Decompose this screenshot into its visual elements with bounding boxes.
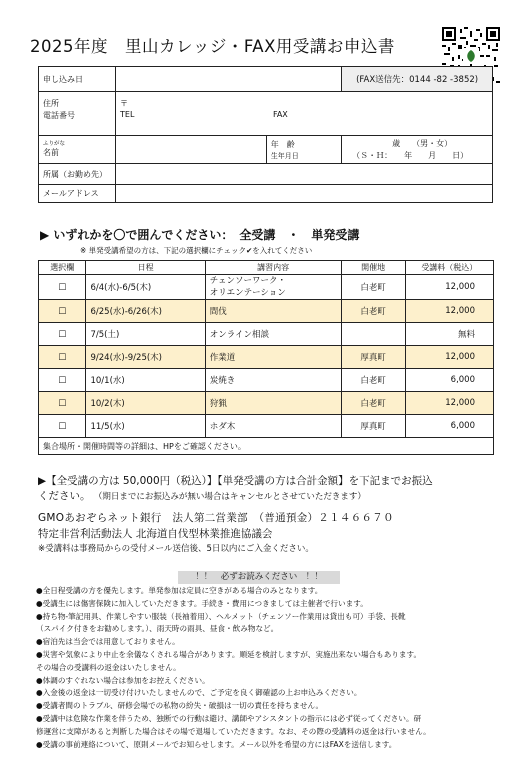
schedule-header-row bbox=[39, 261, 494, 275]
notice-item: ●受講者間のトラブル、研修会場での私物の紛失・破損は一切の責任を持ちません。 bbox=[36, 701, 324, 711]
table-row bbox=[39, 346, 494, 369]
select-checkbox[interactable]: □ bbox=[39, 392, 86, 415]
schedule-place: 白老町 bbox=[341, 300, 405, 323]
furigana-label: ふりがな bbox=[43, 141, 66, 147]
payment-line-2a: ください。 bbox=[38, 490, 91, 502]
age-label: 年 齢 bbox=[270, 139, 295, 149]
date-field[interactable] bbox=[116, 67, 342, 92]
schedule-place bbox=[341, 323, 405, 346]
header-content: 講習内容 bbox=[205, 261, 341, 275]
schedule-footer-row bbox=[39, 438, 494, 455]
table-row bbox=[39, 369, 494, 392]
schedule-footer-note: 集合場所・開催時間等の詳細は、HPをご確認ください。 bbox=[39, 438, 494, 455]
schedule-date: 10/2(木) bbox=[86, 392, 205, 415]
schedule-table bbox=[38, 260, 494, 455]
schedule-date: 9/24(水)-9/25(木) bbox=[86, 346, 205, 369]
application-form bbox=[38, 66, 493, 203]
table-row bbox=[39, 300, 494, 323]
tel-label: TEL bbox=[120, 110, 135, 119]
page-title: 2025年度 里山カレッジ・FAX用受講お申込書 bbox=[30, 37, 395, 56]
schedule-content: オンライン相談 bbox=[205, 323, 341, 346]
table-row bbox=[39, 392, 494, 415]
schedule-content: 炭焼き bbox=[205, 369, 341, 392]
email-field[interactable] bbox=[116, 185, 493, 203]
schedule-content: 作業道 bbox=[205, 346, 341, 369]
name-label-cell bbox=[39, 136, 116, 164]
table-row bbox=[39, 275, 494, 300]
payment-line-1: ▶【全受講の方は 50,000円（税込）】【単発受講の方は合計金額】を下記までお振込 bbox=[38, 475, 433, 487]
single-course-note: ※ 単発受講希望の方は、下記の選択欄にチェック✔を入れてください bbox=[80, 246, 313, 255]
email-label: メールアドレス bbox=[39, 185, 116, 203]
fax-info: (FAX送信先：0144 -82 -3852) bbox=[342, 67, 493, 92]
birth-value: （Ｓ・Ｈ： 年 月 日） bbox=[352, 151, 469, 160]
schedule-content: 間伐 bbox=[205, 300, 341, 323]
schedule-place: 白老町 bbox=[341, 392, 405, 415]
notice-item: ●持ち物-筆記用具、作業しやすい服装（長袖着用）、ヘルメット（チェンソー作業用は貸出も可）手袋、長靴 bbox=[36, 611, 406, 621]
notice-item: ●受講生には傷害保険に加入していただきます。手続き・費用につきましては主催者で行います。 bbox=[36, 598, 368, 608]
table-row bbox=[39, 415, 494, 438]
bank-account: GMOあおぞらネット銀行 法人第二営業部 （普通預金）２１４６６７０ bbox=[38, 512, 394, 524]
phone-label: 電話番号 bbox=[43, 111, 75, 120]
notice-list bbox=[36, 585, 506, 751]
header-fee: 受講料（税込） bbox=[405, 261, 493, 275]
fax-label: FAX bbox=[272, 110, 288, 119]
header-place: 開催地 bbox=[341, 261, 405, 275]
notice-item: ●全日程受講の方を優先します。単発参加は定員に空きがある場合のみとなります。 bbox=[36, 586, 323, 595]
schedule-date: 11/5(水) bbox=[86, 415, 205, 438]
notice-item: ●入金後の返金は一切受け付けいたしませんので、ご予定を良く御確認の上お申込みください。 bbox=[36, 688, 362, 698]
schedule-content bbox=[205, 275, 341, 300]
notice-item: ●受講中は危険な作業を伴うため、独断での行動は避け、講師やアシスタントの指示には必ず従ってください。研 bbox=[36, 713, 422, 723]
schedule-place: 厚真町 bbox=[341, 415, 405, 438]
notice-item: ●宿泊先は当会では用意しておりません。 bbox=[36, 637, 180, 647]
schedule-fee: 12,000 bbox=[405, 392, 493, 415]
payment-deadline: ※受講料は事務局からの受付メール送信後、5日以内にご入金ください。 bbox=[38, 544, 314, 554]
age-value: 歳 （男・女） bbox=[392, 139, 453, 148]
schedule-content-line1: チェンソーワーク・ bbox=[209, 276, 286, 286]
schedule-date: 6/4(水)-6/5(木) bbox=[86, 275, 205, 300]
schedule-place: 白老町 bbox=[341, 275, 405, 300]
birth-label: 生年月日 bbox=[270, 151, 299, 160]
age-birth-field[interactable] bbox=[342, 136, 493, 164]
schedule-fee: 無料 bbox=[405, 323, 493, 346]
postal-mark: 〒 bbox=[120, 99, 128, 108]
header-select: 選択欄 bbox=[39, 261, 86, 275]
schedule-date: 10/1(水) bbox=[86, 369, 205, 392]
schedule-fee: 12,000 bbox=[405, 275, 493, 300]
table-row bbox=[39, 323, 494, 346]
schedule-content-line2: オリエンテーション bbox=[209, 288, 286, 298]
course-choice-instruction: ▶ いずれかを〇で囲んでください： 全受講 ・ 単発受講 bbox=[40, 228, 360, 242]
notice-item: ●体調のすぐれない場合は参加をお控えください。 bbox=[36, 675, 210, 685]
schedule-fee: 12,000 bbox=[405, 300, 493, 323]
header-date: 日程 bbox=[86, 261, 205, 275]
notice-item: その場合の受講料の返金はいたしません。 bbox=[36, 662, 181, 672]
notice-title: ！！ 必ずお読みください ！！ bbox=[178, 571, 340, 584]
age-label-cell bbox=[266, 136, 341, 164]
affiliation-label: 所属（お勤め先） bbox=[39, 164, 116, 185]
date-label: 申し込み日 bbox=[39, 67, 116, 92]
schedule-fee: 12,000 bbox=[405, 346, 493, 369]
schedule-content: ホダ木 bbox=[205, 415, 341, 438]
notice-item: ●受講の事前連絡について、原則メールでお知らせします。メール以外を希望の方にはFAXを送信します。 bbox=[36, 739, 397, 749]
schedule-fee: 6,000 bbox=[405, 369, 493, 392]
select-checkbox[interactable]: □ bbox=[39, 323, 86, 346]
schedule-date: 6/25(水)-6/26(木) bbox=[86, 300, 205, 323]
address-phone-label bbox=[39, 92, 116, 136]
payment-instruction bbox=[38, 474, 508, 505]
name-field[interactable] bbox=[116, 136, 267, 164]
select-checkbox[interactable]: □ bbox=[39, 369, 86, 392]
schedule-content: 狩猟 bbox=[205, 392, 341, 415]
select-checkbox[interactable]: □ bbox=[39, 275, 86, 300]
payment-deadline-note: （期日までにお振込みが無い場合はキャンセルとさせていただきます） bbox=[93, 492, 366, 502]
payment-line-2 bbox=[38, 489, 508, 505]
name-label: 名前 bbox=[43, 148, 59, 157]
schedule-place: 厚真町 bbox=[341, 346, 405, 369]
schedule-fee: 6,000 bbox=[405, 415, 493, 438]
affiliation-field[interactable] bbox=[116, 164, 493, 185]
address-phone-field[interactable] bbox=[116, 92, 493, 136]
select-checkbox[interactable]: □ bbox=[39, 300, 86, 323]
organization-name: 特定非営利活動法人 北海道自伐型林業推進協議会 bbox=[38, 528, 273, 540]
address-label: 住所 bbox=[43, 99, 59, 108]
notice-item: ●災害や気象により中止を余儀なくされる場合があります。順延を検討しますが、実施出来ない場合もあります。 bbox=[36, 649, 422, 659]
schedule-date: 7/5(土) bbox=[86, 323, 205, 346]
notice-item: （スパイク付きをお勧めします。）、雨天時の雨具、昼食・飲み物など。 bbox=[36, 624, 279, 634]
notice-item: 修運営に支障があると判断した場合はその場で退場していただきます。なお、その際の受講料の返金は行いません。 bbox=[36, 726, 431, 736]
select-checkbox[interactable]: □ bbox=[39, 346, 86, 369]
select-checkbox[interactable]: □ bbox=[39, 415, 86, 438]
schedule-place: 白老町 bbox=[341, 369, 405, 392]
